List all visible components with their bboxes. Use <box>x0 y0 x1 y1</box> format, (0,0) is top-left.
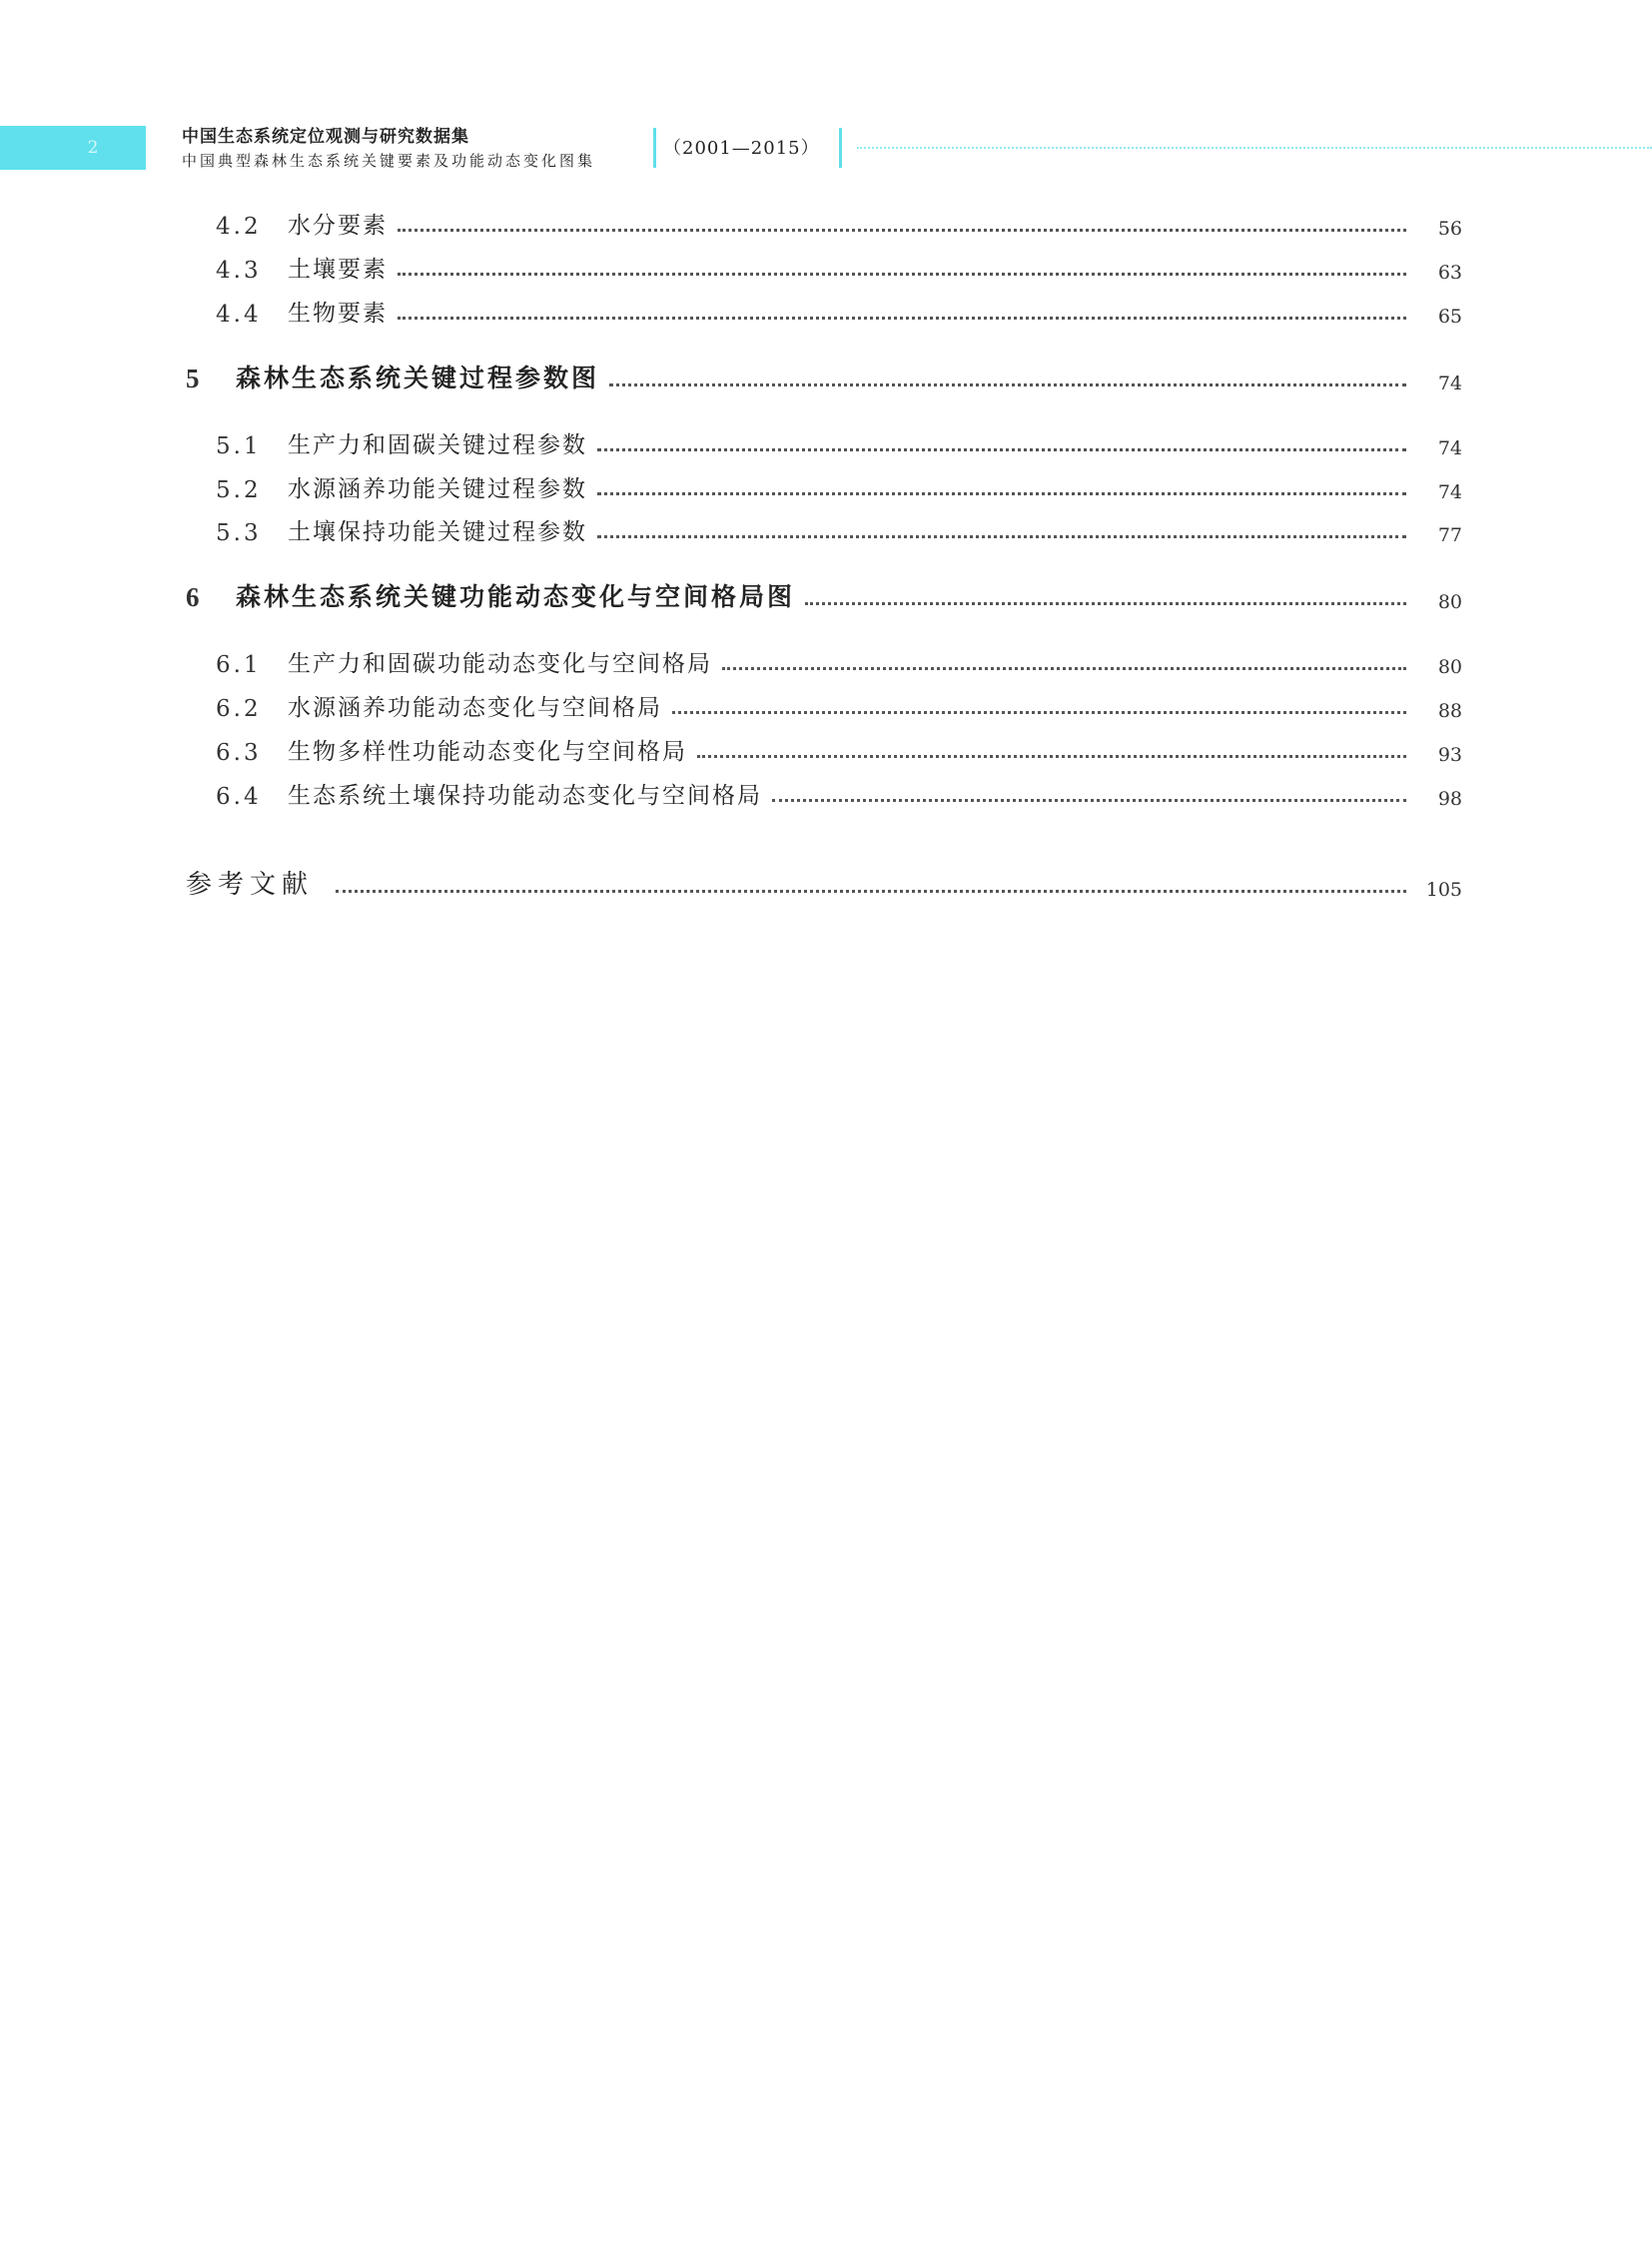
toc-entry-title: 生物要素 <box>288 301 388 327</box>
series-title: 中国生态系统定位观测与研究数据集 <box>182 127 469 147</box>
toc-entry-page: 63 <box>1437 262 1462 284</box>
toc-chapter-number: 5 <box>186 364 203 393</box>
toc-entry-page: 88 <box>1437 700 1462 722</box>
toc-entry-4-2[interactable] <box>216 208 1462 240</box>
dot-leader <box>722 667 1406 670</box>
toc-entry-page: 56 <box>1437 218 1462 240</box>
header-divider-left <box>653 128 656 168</box>
dot-leader <box>398 317 1406 320</box>
toc-entry-title: 生态系统土壤保持功能动态变化与空间格局 <box>288 783 762 809</box>
toc-entry-page: 80 <box>1437 591 1462 613</box>
toc-entry-title: 生产力和固碳关键过程参数 <box>288 432 587 458</box>
dot-leader <box>697 755 1406 758</box>
toc-entry-6-2[interactable] <box>216 690 1462 722</box>
toc-entry-page: 77 <box>1437 524 1462 546</box>
toc-entry-4-3[interactable] <box>216 252 1462 284</box>
toc-entry-number: 6.1 <box>216 652 262 678</box>
toc-entry-6-4[interactable] <box>216 778 1462 810</box>
toc-entry-5-1[interactable] <box>216 427 1462 459</box>
header-divider-right <box>839 128 842 168</box>
header-years: （2001—2015） <box>663 138 820 159</box>
dot-leader <box>597 535 1406 538</box>
toc-entry-number: 5.2 <box>216 477 262 503</box>
toc-entry-5-2[interactable] <box>216 471 1462 503</box>
toc-entry-page: 80 <box>1437 656 1462 678</box>
toc-entry-references[interactable] <box>186 869 1462 901</box>
dot-leader <box>597 492 1406 495</box>
toc-entry-page: 93 <box>1437 744 1462 766</box>
toc-entry-number: 6.3 <box>216 740 262 766</box>
dot-leader <box>398 229 1406 232</box>
toc-entry-number: 4.4 <box>216 302 262 328</box>
toc-entry-number: 6.2 <box>216 696 262 722</box>
toc-entry-title: 水源涵养功能动态变化与空间格局 <box>288 695 662 721</box>
toc-entry-title: 生产力和固碳功能动态变化与空间格局 <box>288 651 712 677</box>
toc-entry-title: 土壤保持功能关键过程参数 <box>288 519 587 545</box>
dot-leader <box>805 602 1406 605</box>
toc-entry-5-3[interactable] <box>216 514 1462 546</box>
toc-chapter-6[interactable] <box>186 581 1462 613</box>
toc-entry-number: 5.3 <box>216 520 262 546</box>
dot-leader <box>609 383 1406 386</box>
toc-chapter-number: 6 <box>186 582 203 612</box>
toc-entry-page: 98 <box>1437 788 1462 810</box>
toc-entry-page: 74 <box>1437 481 1462 503</box>
header-dotted-rule <box>857 147 1652 149</box>
toc-entry-number: 4.2 <box>216 214 262 240</box>
toc-entry-number: 5.1 <box>216 433 262 459</box>
toc-chapter-5[interactable] <box>186 363 1462 394</box>
toc-entry-page: 65 <box>1437 306 1462 328</box>
toc-entry-number: 4.3 <box>216 258 262 284</box>
toc-entry-4-4[interactable] <box>216 296 1462 328</box>
dot-leader <box>772 799 1406 802</box>
toc-entry-page: 105 <box>1425 879 1462 901</box>
toc-entry-title: 水分要素 <box>288 213 388 239</box>
toc-entry-6-1[interactable] <box>216 646 1462 678</box>
toc-chapter-title: 森林生态系统关键功能动态变化与空间格局图 <box>236 582 796 611</box>
toc-entry-title: 生物多样性功能动态变化与空间格局 <box>288 739 687 765</box>
toc-entry-title: 参考文献 <box>186 870 315 900</box>
dot-leader <box>672 711 1406 714</box>
dot-leader <box>398 273 1406 276</box>
page-number: 2 <box>87 138 99 158</box>
toc-entry-number: 6.4 <box>216 784 262 810</box>
toc-entry-page: 74 <box>1437 437 1462 459</box>
toc-entry-title: 水源涵养功能关键过程参数 <box>288 476 587 502</box>
book-title: 中国典型森林生态系统关键要素及功能动态变化图集 <box>182 152 596 170</box>
dot-leader <box>597 448 1406 451</box>
toc-chapter-title: 森林生态系统关键过程参数图 <box>236 364 600 392</box>
toc-entry-title: 土壤要素 <box>288 257 388 283</box>
toc-entry-page: 74 <box>1437 373 1462 394</box>
dot-leader <box>336 890 1406 893</box>
toc-entry-6-3[interactable] <box>216 734 1462 766</box>
